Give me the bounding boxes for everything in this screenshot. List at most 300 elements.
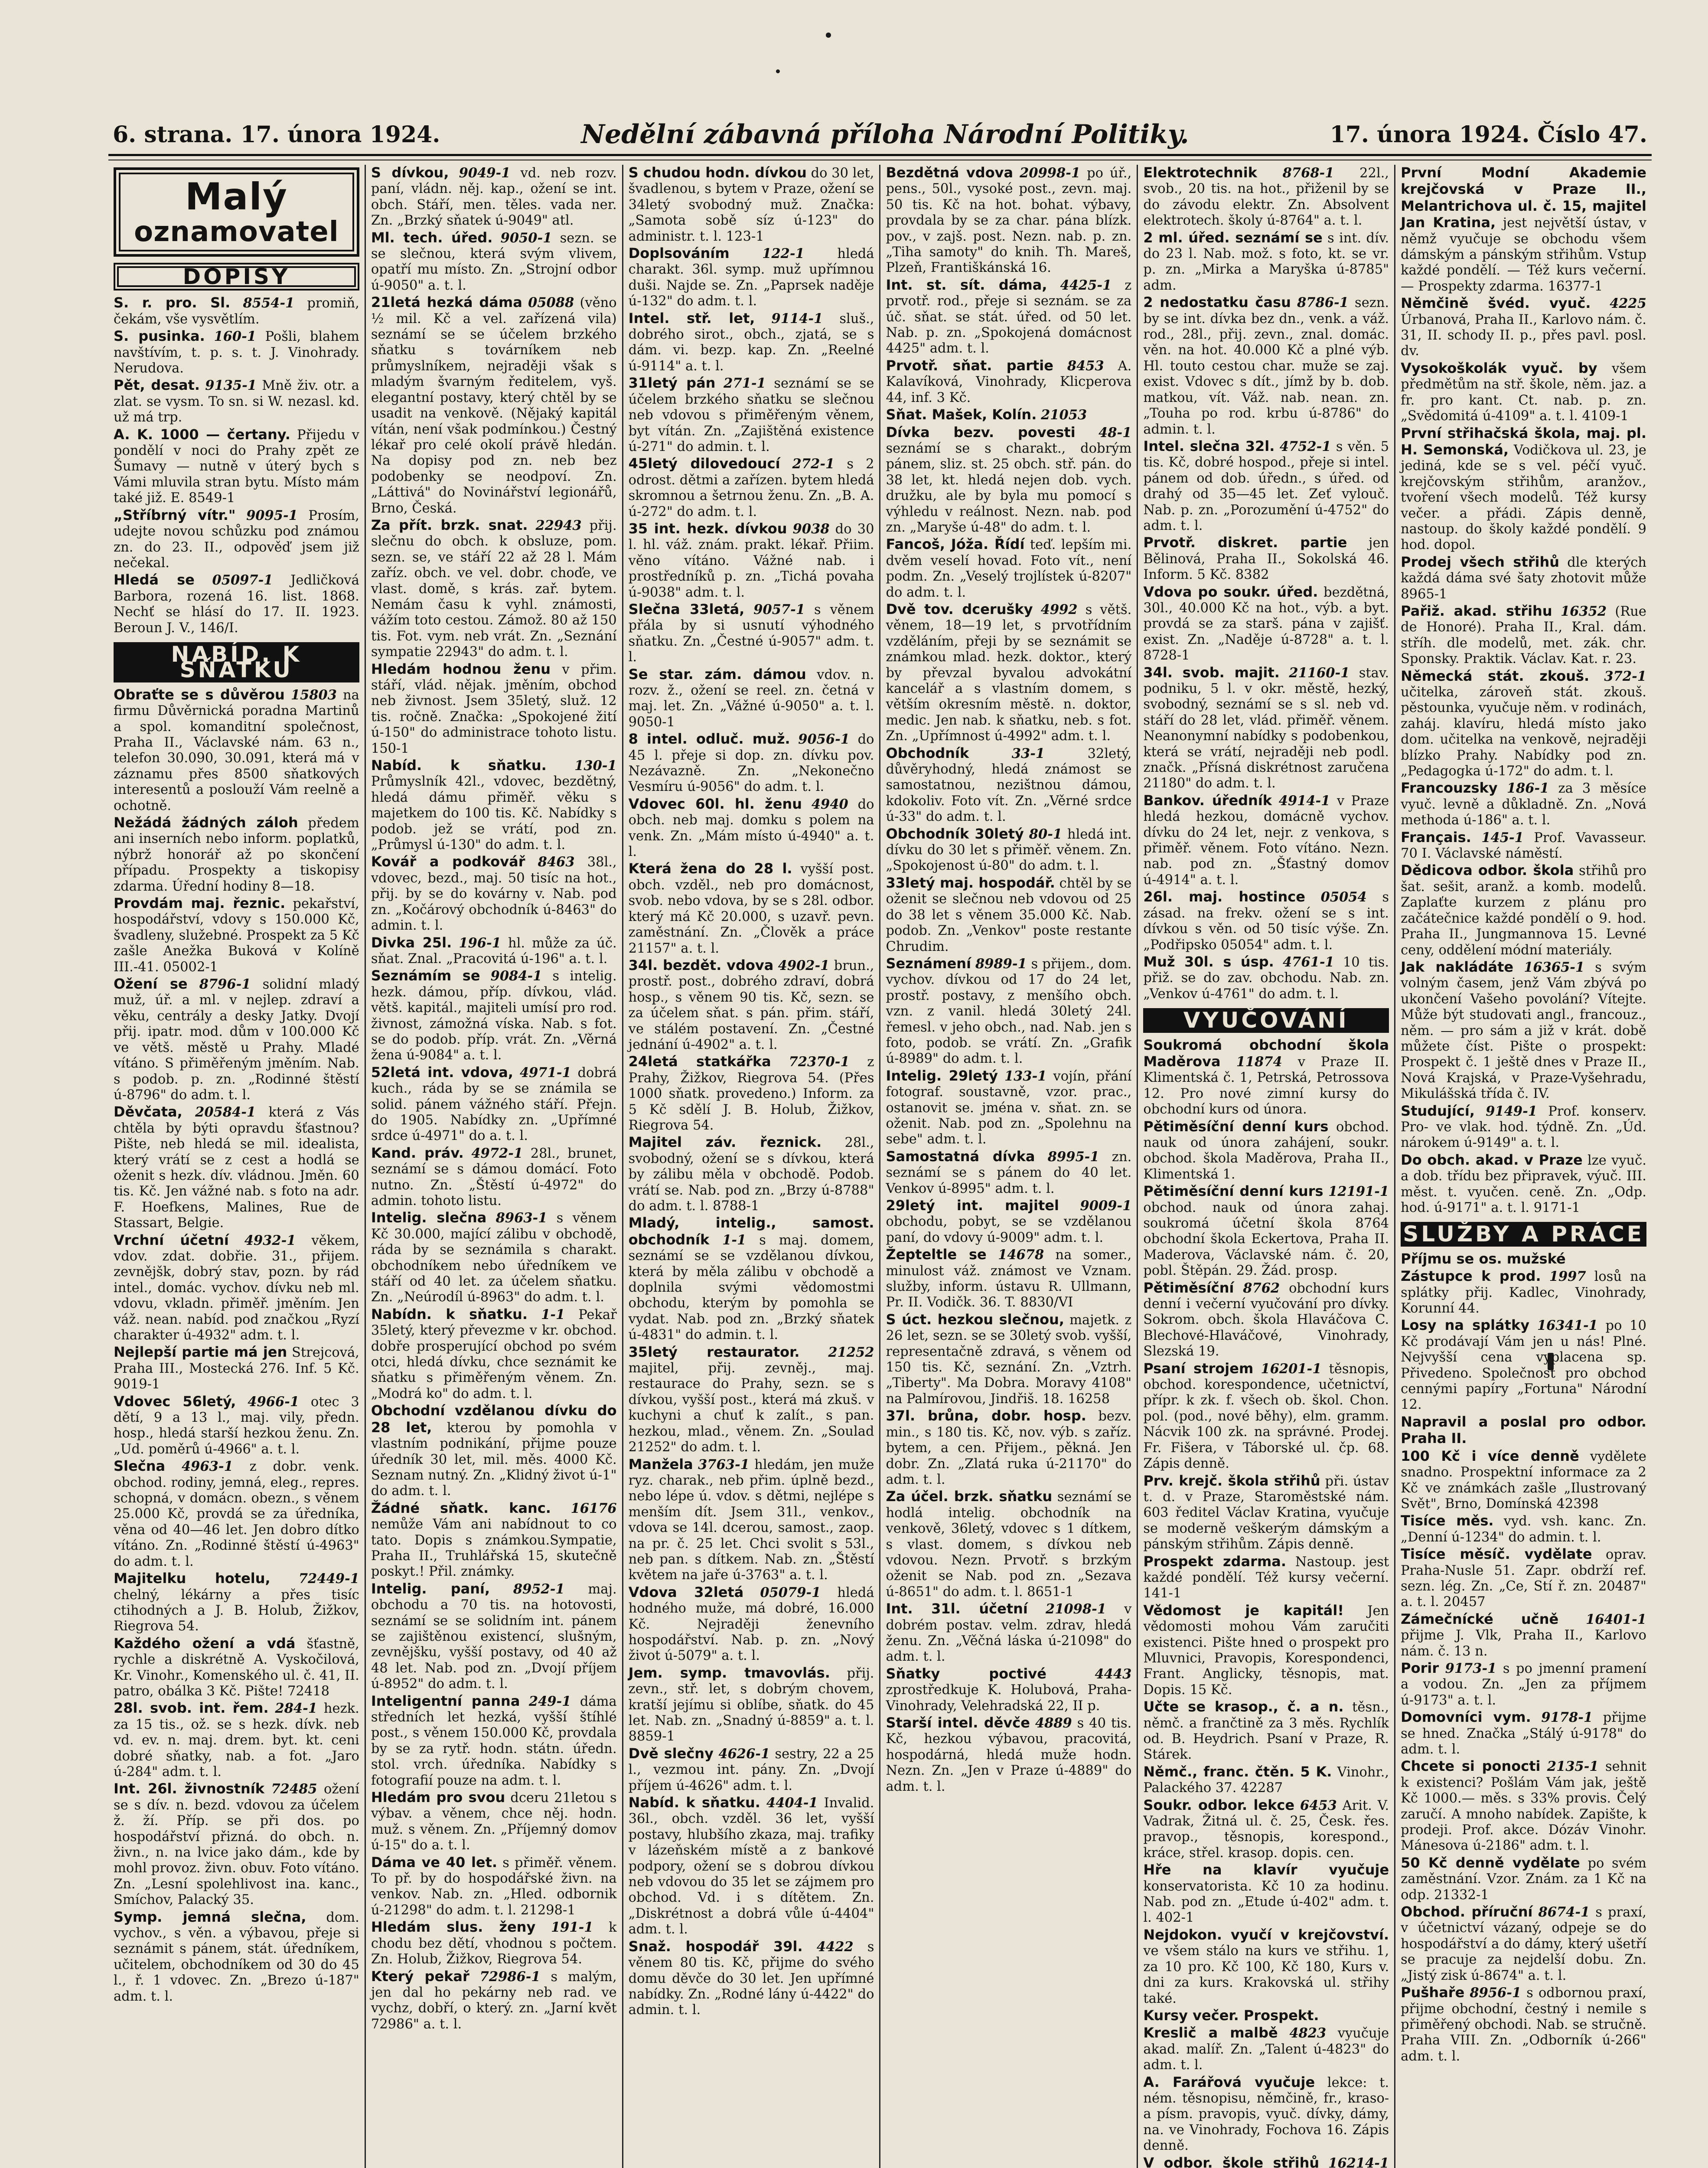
classified-ad [1401,1103,1646,1151]
classified-ad [1143,1473,1389,1553]
ad-code: 122-1 [762,246,805,262]
classified-ad [1401,1251,1646,1267]
classified-ad [114,1104,359,1231]
ad-heading: Pětiměsíční denní kurs [1143,1118,1329,1135]
classified-ad [886,601,1131,744]
classified-ad [886,1149,1131,1197]
ad-text: Vinohr., Palackého 37. 42287 [1143,1764,1389,1796]
ad-heading: Ožení se [114,976,188,993]
classified-ad [886,875,1131,955]
ad-heading: Žepteltle se [886,1246,987,1263]
ad-code: 05097-1 [212,572,273,588]
ad-text: předem ani inserních nebo inform. poplatků, nýbrž honorář až po skončení případu. Prospekty a tiskopisy zdarma. Úřední hodiny 8—18. [114,816,359,894]
classified-ad [629,796,874,860]
ad-text: v dobrém postav. velm. zdrav, hledá ženu. Zn. „Věčná láska ú-21098" do adm. t. l. [886,1602,1132,1665]
ad-text: s maj. domem, seznámí se se vzdělanou dívkou, která by měla zálibu v obchodě a doplnila svými vědomostmi obchodu, kterým by pomohla se vydat. Nab. pod zn. „Brzký sňatek ú-4831" do admin. t. l. [628,1232,874,1343]
ad-heading: Za účel. brzk. sňatku [886,1488,1053,1505]
ad-heading: Prospekt zdarma. [1143,1553,1287,1570]
ad-code: 9050-1 [500,230,552,246]
ad-heading: S chudou hodn. dívkou [628,165,807,181]
ad-text: obchodu, pobyt, se se vzdělanou paní, do vdovy ú-9009" adm. t. l. [886,1214,1132,1245]
classified-ad [371,968,617,1063]
ad-text: nemůže Vám ani nabídnout to co tato. Dopis s známkou.Sympatie, Praha II., Truhlářská 15, skutečně poskyt.! Přil. známky. [371,1517,617,1580]
ad-heading: Pět, desat. [114,377,200,394]
ad-text: vydělete snadno. Prospektní informace za 2 Kč ve známkách zašle „Ilustrovaný Svět", Brno, Domínská 42398 [1401,1449,1646,1512]
ad-heading: Vdovec 60l. hl. ženu [628,795,802,812]
ad-heading: Fancoš, Jóža. Řídí [886,536,1025,553]
ad-text: dom. vychov., s věn. a výbavou, přeje si seznámit s pánem, stát. úředníkem, učitelem, obchodníkem od 30 do 45 l., ř. 1 vdovec. Zn. „Brezo ú-187" adm. t. l. [114,1910,359,2004]
ad-text: přij. zevn., stř. let, s dobrým chovem, kratší jejímu si oblíbe, sňatk. do 45 let. Nab. zn. „Snadný ú-8859" a. t. l. 8859-1 [628,1665,874,1744]
ad-text: do 30 l. hl. váž. znám. prakt. lékař. Přiim. věno vítáno. Vážné nab. i prostředníků p. zn. „Tichá povaha ú-9038" adm. t. l. [628,521,874,600]
ad-heading: Intelig. 29letý [886,1067,998,1084]
classified-ad [886,407,1131,423]
classified-ad [629,601,874,666]
ad-text: teď. lepším mi. dvěm veselí hovad. Foto vít., není podm. Zn. „Veselý trojlístek ú-8207" do adm. t. l. [886,537,1132,600]
ad-heading: Intelig. paní, [371,1580,490,1597]
ad-text: Strejcová, Praha III., Mostecká 276. Inf. 5 Kč. 9019-1 [114,1345,359,1392]
classified-ad [1401,165,1646,294]
classified-ad [1401,829,1646,862]
header-date-left: 6. strana. 17. února 1924. [113,121,440,148]
ad-text: s věn. 5 tis. Kč, dobré hospod., přeje si intel. pánem od dob. úředn., s úřed. od drahý od 35—45 let. Zeť vylouč. Nab. p. zn. „Porozumění ú-4752" do adm. t. l. [1143,439,1389,533]
classified-ad [629,861,874,956]
ad-code: 16365-1 [1524,959,1585,975]
ad-text: 22l., svob., 20 tis. na hot., přiženil by se do závodu elektr. Zn. Absolvent elektrotech. školy ú-8764" a. t. l. [1143,166,1389,229]
ad-text: k chodu bez dětí, vhodnou s počtem. Zn. Holub, Žižkov, Riegrova 54. [371,1920,617,1967]
ad-heading: Provdám maj. řeznic. [114,895,286,912]
ad-heading: Děvčata, [114,1104,183,1120]
ad-code: 8762 [1243,1280,1280,1296]
classified-ad [114,427,359,506]
ad-code: 8796-1 [199,976,251,993]
section-masthead [114,167,359,257]
ad-text: seznámí se hodlá intelig. obchodník na venkově, 36letý, vdovec s 1 dítkem, s vlast. domem, s dívkou neb vdovou. Nezn. Prvotř. s brzkým oženit se Nab. pod zn. „Sezava ú-8651" do adm. t. l. 8651-1 [886,1489,1132,1600]
ad-text: s 40 tis. Kč, hezkou výbavou, pracovitá, hospodárná, hledá muže hodn. Nezn. Zn. „Jen v Praze ú-4889" do adm. t. l. [886,1716,1132,1794]
classified-ad [1401,1513,1646,1545]
ad-heading: Seznámím se [371,967,480,984]
ad-heading: Se star. zám. dámou [628,666,806,682]
classified-ad [1143,230,1389,294]
ad-heading: Soukromá obchodní škola Maděrova [1143,1036,1389,1070]
ad-code: 15803 [290,687,337,703]
ad-text: s zásad. na frekv. ožení se s int. dívkou s věn. od 50 tisíc výše. Zn. „Podřipsko 05054" adm. t. l. [1143,890,1389,953]
classified-ad [371,165,617,229]
classified-ad [371,1500,617,1580]
ad-code: 14678 [998,1247,1044,1263]
ad-code: 4914-1 [1278,793,1330,809]
classified-ad [371,854,617,934]
ad-heading: S dívkou, [371,165,449,181]
ad-text: Jedličková Barbora, rozená 16. list. 1868. Nechť se hlásí do 17. II. 1923. Beroun J. V., 146/I. [114,573,359,636]
ad-heading: Samostatná dívka [886,1148,1035,1165]
column-5 [1137,165,1394,2168]
masthead-line1: Malý [185,175,288,219]
ad-heading: Vdova po soukr. úřed. [1143,583,1318,600]
classified-ad [886,956,1131,1067]
classified-ad [371,935,617,967]
classified-ad [371,1919,617,1967]
ad-text: kterou by pomohla v vlastním podnikání, přijme pouze úředník 30 let, mil. měs. 4000 Kč. Seznam nutný. Zn. „Klidný život ú-1" do adm. t. l. [371,1420,617,1499]
ad-code: 284-1 [275,1701,318,1717]
classified-ad [886,1715,1131,1795]
classified-ad [629,1344,874,1456]
ad-heading: Vdova 32letá [628,1584,744,1600]
section-heading: VYUČOVÁNÍ [1143,1008,1389,1032]
classified-ad [629,521,874,601]
ad-heading: Divka 25l. [371,934,452,951]
classified-ad [629,1054,874,1133]
section-heading: DOPISY [114,263,359,291]
ad-code: 16214-1 [1328,2155,1389,2168]
ad-text: v Praze hledá hezkou, domácně vychov. dívku do 24 let, nejr. z venkova, s přiměř. věnem. Foto vítáno. Nezn. nab. pod zn. „Šťastný domov ú-4914" a. t. l. [1143,793,1389,888]
ad-text: Arit. V. Vadrak, Žitná ul. č. 25, Česk. řes. pravop., těsnopis, korespond., kráce, střel. krasop. dopis. cen. [1143,1798,1389,1861]
classified-ad [1143,165,1389,229]
classified-ad [886,1666,1131,1714]
ad-text: Prof. konserv. Pro- ve vlak. hod. týdně. Zn. „Úd. nárokem ú-9149" a. t. l. [1401,1104,1646,1151]
ad-code: 1-1 [541,1306,565,1322]
ad-heading: Bezdětná vdova [886,165,1014,181]
classified-ad [114,1232,359,1344]
ad-heading: 2 nedostatku času [1143,294,1291,311]
ad-code: 8989-1 [975,956,1027,972]
masthead-line2: oznamovatel [134,216,339,248]
ad-heading: Hledám slus. ženy [371,1919,536,1936]
classified-ad [1401,1448,1646,1512]
ad-code: 72449-1 [298,1571,359,1587]
classified-ad [886,1601,1131,1665]
classified-ad [1143,2155,1389,2168]
classified-ad [371,1306,617,1402]
ad-heading: Zástupce k prod. [1401,1268,1541,1285]
ad-code: 4404-1 [766,1795,818,1811]
ad-text: bezv. min., s 180 tis. Kč, nov. výb. s zaříz. bytem, a cen. Přijem., pěkná. Jen dobr. Zn. „Zlatá ruka ú-21170" do adm. t. l. [886,1409,1132,1487]
classified-ad [114,1781,359,1908]
ad-heading: Pařiž. akad. střihu [1401,602,1552,619]
classified-ad [371,1064,617,1144]
ad-code: 249-1 [528,1693,571,1709]
classified-ad [114,328,359,376]
ad-text: Prof. Vavasseur. 70 I. Václavské náměstí. [1401,830,1646,862]
ad-text: do 45 l. přeje si dop. zn. dívku pov. Nezávazně. Zn. „Nekonečno Vesmíru ú-9056" do adm. t. l. [628,732,874,795]
ad-text: majitel, přij. zevněj., maj. restaurace do Prahy, sezn. se s dívkou, vyšší post., která má zkuš. v kuchyni a chuť k zalít., s pan. hezkou, mlad., věnem. Zn. „Soulad 21252" do adm. t. l. [628,1361,874,1455]
ad-code: 196-1 [459,935,501,951]
ad-heading: 45letý dilovedoucí [628,455,780,472]
ad-text: 28l., brunet, seznámí se s dámou domácí. Foto nutno. Zn. „Štěstí ú-4972" do admin. tohoto listu. [371,1146,617,1208]
classified-ad [629,1134,874,1214]
ad-code: 4932-1 [244,1232,296,1248]
ad-code: 11874 [1236,1054,1282,1070]
ad-code: 22943 [535,517,582,533]
ad-text: s po jmenní pramení a vodou. Zn. „Jen za příjmem ú-9173" a. t. l. [1401,1661,1646,1708]
classified-ad [114,1909,359,2005]
classified-ad [371,294,617,516]
ad-heading: Psaní strojem [1143,1360,1254,1377]
ad-code: 9038 [792,521,830,537]
ad-code: 72370-1 [789,1054,850,1070]
ad-text: z Prahy, Žižkov, Riegrova 54. (Přes 1000 sňatk. provedeno.) Inform. za 5 Kč sdělí J. B. Holub, Žižkov, Riegrova 54. [628,1055,874,1133]
ad-text: po 10 Kč prodávají Vám jen u nás! Plné. Nejvyšší cena vyplacena sp. Přivedeno. Společnost pro obchod cennými papíry „Fortuna" Národní 12. [1401,1318,1646,1413]
ad-text: konservatorista. Kč 10 za hodinu. Nab. pod zn. „Etude ú-402" adm. t. l. 402-1 [1143,1878,1389,1926]
ad-text: s přijem., dom. vychov. dívkou od 17 do 24 let, prostř. postavy, z menšího obch. vzn. z vanil. hledá 30letý 24l. řemesl. v jeho obch., nad. Nab. jen s foto, podob. se vrátí. Zn. „Grafik ú-8989" do adm. t. l. [886,956,1132,1067]
header-date-right: 17. února 1924. Číslo 47. [1330,121,1647,148]
ad-heading: Inteligentní panna [371,1692,520,1709]
ad-code: 4971-1 [519,1064,571,1081]
ad-text: do obch. neb maj. domku s polem na venk. Zn. „Mám místo ú-4940" a. t. l. [628,797,874,860]
ad-code: 9149-1 [1486,1103,1538,1119]
ad-text: jen Bělinová, Praha II., Sokolská 46. Inform. 5 Kč. 8382 [1143,535,1389,583]
classified-ad [1143,1361,1389,1472]
ad-text: šťastně, rychle a diskrétně A. Vyskočilová, Kr. Vinohr., Komenského ul. č. 41, II. patro, obálka 3 Kč. Pište! 72418 [114,1636,359,1699]
classified-ad [886,1408,1131,1488]
ad-code: 186-1 [1506,780,1549,797]
ad-code: 05079-1 [760,1584,821,1600]
ad-heading: Nejlepší partie má jen [114,1344,287,1361]
ad-heading: Nabíd. k sňatku. [371,757,547,774]
ad-heading: Nabíd. k sňatku. [628,1794,760,1811]
classified-ad [1401,780,1646,828]
ad-heading: Jem. symp. tmavovlás. [628,1664,830,1681]
classified-ad [1143,1603,1389,1698]
ad-heading: Int. st. sít. dáma, [886,276,1047,293]
ad-text: s přiměř. věnem. To př. by do hospodářské živn. na venkov. Nab. zn. „Hled. odbornik ú-21298" do adm. t. l. 21298-1 [371,1855,617,1918]
ad-code: 8674-1 [1538,1904,1590,1920]
classified-ad [1401,1709,1646,1757]
ad-text: brun., prostř. post., dobrého zdraví, dobrá hosp., s věnem 90 tis. Kč, sezn. se za účelem sňat. s pán. přim. stáří, ve stálém postavení. Zn. „Čestné jednání ú-4902" a. t. l. [628,958,874,1052]
ad-heading: Hledám pro svou [371,1789,505,1806]
classified-ad [886,745,1131,825]
classified-ad [1143,535,1389,583]
ad-text: přijme J. Vlk, Praha II., Karlovo nám. č. 13 n. [1401,1628,1646,1659]
ad-code: 133-1 [1004,1068,1047,1084]
ad-text: dobrá kuch., ráda by se se známila se solid. pánem vážného stáří. Přejn. do 1905. Nabídky zn. „Upřímné srdce ú-4971" do a. t. l. [371,1065,617,1144]
ad-text: Průmyslník 42l., vdovec, bezdětný, hledá dámu přiměř. věku s majetkem do 100 tis. Kč. Nabídky s podob. jež se vrátí, pod zn. „Průmysl ú-130" do adm. t. l. [371,774,617,853]
classified-ad [1143,584,1389,664]
classified-ad [371,1145,617,1209]
ad-code: 48-1 [1098,424,1132,441]
classified-ad [114,1636,359,1700]
classified-ad [1143,294,1389,438]
classified-ad [1401,668,1646,780]
ad-heading: Manžela [628,1456,693,1473]
ad-text: dáma středních let hezká, vyšší štíhlé post., s věnem 150.000 Kč, provdala by se za rytř. hodn. státn. úředn. stol. vrch. úředníka. Nabídky s fotografií pouze na adm. t. l. [371,1694,617,1788]
ad-text: Prosím, udejte novou schůzku pod známou zn. do 23. II., odpověď jsem již nečekal. [114,508,359,571]
classified-ad [629,1456,874,1584]
ad-code: 191-1 [551,1920,593,1936]
classified-ad [1143,1280,1389,1360]
classified-ad [629,375,874,455]
ad-text: sezn. se se slečnou, která svým vlivem, opatří mu místo. Zn. „Strojní odbor ú-9050" a. t. l. [371,230,617,293]
ad-text: hl. může za úč. sňat. Znal. „Pracovitá ú-196" a. t. l. [371,935,617,966]
ad-heading: Dvě slečny [628,1745,714,1762]
ad-heading: Nejdokon. vyučí v krejčovství. [1143,1926,1389,1943]
ad-text: s intelig. hezk. dámou, příp. dívkou, vlád. větš. kapitál., majiteli umísí pro rod. živnost, zámožná víska. Nab. s fot. se do podob. příp. vrát. Zn. „Věrná žena ú-9084" a. t. l. [371,969,617,1063]
ad-heading: První střihačská škola, maj. pl. H. Semonská, [1401,424,1646,458]
ad-text: po svém zaměstnání. Vzor. Znám. za 1 Kč na odp. 21332-1 [1401,1855,1646,1903]
ad-text: s praxí, v účetnictví vázaný, odpeje se do hospodářství a do dámy, který ušetří se pracuje za nejdelší dobu. Zn. „Jistý zisk ú-8674" a. t. l. [1401,1905,1646,1983]
classified-ad [1401,1268,1646,1316]
ad-code: 4992 [1040,601,1078,617]
ad-text: Úrbanová, Praha II., Karlovo nám. č. 31, II. schody II. p., přes pavl. posl. dv. [1401,312,1646,359]
classified-ad [371,517,617,660]
ad-text: z dobr. venk. obchod. rodiny, jemná, eleg., repres. schopná, v domácn. obezn., s věnem 25.000 Kč, provdá se za úředníka, věna od 40—46 let. Jen dobro dítko vítáno. Zn. „Rodinné štěstí ú-4963" do adm. t. l. [114,1459,359,1569]
ad-code: 16401-1 [1585,1611,1646,1627]
ad-heading: 50 Kč denně vydělate [1401,1854,1580,1871]
ad-text: z prvotř. rod., přeje si seznám. se za úč. sňat. se stát. úřed. od 50 let. Nab. p. zn. „Spokojená domácnost 4425" adm. t. l. [886,278,1132,356]
ad-text: dle kterých každá dáma své šaty zhotovit může 8965-1 [1401,555,1646,602]
classified-ad [629,1584,874,1664]
ad-heading: Vysokoškolák vyuč. by [1401,359,1597,376]
ad-heading: 34l. svob. majit. [1143,664,1280,681]
ad-text: v přim. stáří, vlád. nějak. jměním, obchod neb živnost. Jsem 35letý, služ. 12 tis. ročně. Značka: „Spokojené žití ú-150" do administrace tohoto listu. 150-1 [371,662,617,756]
ad-heading: Pětiměsíční [1143,1279,1234,1296]
classified-ad [629,310,874,375]
classified-ad [629,957,874,1053]
ad-text: (věno ½ mil. Kč a vel. zařízená vila) seznámí se se účelem brzkého sňatku s továrníkem neb průmyslníkem, nejraději však s mladým švarným ředitelem, vyš. elegantní postavy, který chtěl by se usadit na venkově. (Nějaký kapitál vítán, není však podmínkou.) Čestný lékař pro celé okolí právě hledán. Na dopisy pod zn. neb bez podobenky se neodpoví. Zn. „Láttivá" do Novinářství legionářů, Brno, Česká. [371,295,617,516]
ad-code: 9009-1 [1080,1198,1132,1214]
ad-text: 28l., svobodný, ožení se s dívkou, která by zálibu měla v obchodě. Podob. vrátí se. Nab. pod zn. „Brzy ú-8788" do adm. t. l. 8788-1 [628,1135,874,1214]
ad-code: 130-1 [574,758,617,774]
ad-heading: Pětiměsíční denní kurs [1143,1183,1323,1200]
ad-text: Nastoup. jest každé pondělí. Též kursy večerní. 141-1 [1143,1554,1389,1601]
ad-code: 21160-1 [1289,665,1350,681]
classified-ad [886,165,1131,276]
ad-code: 8463 [538,854,575,870]
ad-heading: Muž 30l. s úsp. [1143,953,1274,970]
ad-heading: A. Farářová vyučuje [1143,2073,1315,2090]
ad-heading: Majitelku hotelu, [114,1570,271,1587]
classified-ad [1143,1699,1389,1763]
ad-text: těsn., němč. a frančtině za 3 měs. Rychlík od. B. Heydrich. Psaní v Praze, R. Stárek. [1143,1700,1389,1763]
classified-ad [629,731,874,795]
ad-text: přij. slečnu do obch. k obsluze, pom. sezn. se, ve stáří 22 až 28 l. Mám zaříz. obch. ve vel. dobr. choďe, ve vlast. domě, s krás. zař. bytem. Nemám času k vyhl. známosti, vážím toto cestou. Zámož. 80 až 150 tis. Fot. vym. neb vrát. Zn. „Seznání sympatie 22943" do adm. t. l. [371,518,617,660]
classified-ad [114,1458,359,1570]
classified-ad [1401,1317,1646,1413]
ad-heading: 29letý int. majitel [886,1197,1059,1214]
ad-heading: Doplsováním [628,245,730,262]
ad-heading: „Stříbrný vítr." [114,506,236,523]
ad-heading: Intel. slečna 32l. [1143,438,1275,454]
ad-text: hledá int. dívku do 30 let s přiměř. věnem. Zn. „Spokojenost ú-80" do adm. t. l. [886,826,1132,874]
classified-ad [629,1939,874,2018]
ad-code: 4972-1 [471,1145,523,1161]
ad-code: 271-1 [724,375,766,392]
classified-ad [1143,1037,1389,1118]
ad-code: 80-1 [1029,826,1063,842]
ad-heading: Slečna [114,1458,166,1475]
ad-text: věkem, vdov. zdat. dobřie. 31., přijem. zevnějšk, dobrý stav, pozn. by rád intel., domác. vychov. dívku neb ml. vdovu, vkladn. přiměř. jměním. Jen váž. nean. nabíd. pod značkou „Ryzí charakter ú-4932" adm. t. l. [114,1233,359,1343]
ad-text: která z Vás chtěla by býti opravdu šťastnou? Pište, neb hledá se mil. idealista, který vrátí se z cest a hodlá se oženit s hezk. dív. vládnou. Jměn. 60 tis. Kč. Jen vážné nab. s foto na adr. F. Hoefkens, Malines, Rue de Stassart, Belgie. [114,1105,359,1231]
ad-heading: Studující, [1401,1102,1475,1119]
classified-ad [1401,1660,1646,1708]
ad-heading: Který pekař [371,1968,469,1985]
ad-heading: 26l. maj. hostince [1143,888,1305,905]
ad-text: Vodičkova ul. 23, je jediná, kde se s vel. péčí vyuč. krejčovským střihům, aranžov., tvoření všech modelů. Též kursy večer. a přádi. Zápis denně, nastoup. do školy každé pondělí. 9 hod. dopol. [1401,442,1646,553]
ad-text: (Rue de Honoré). Praha II., Kral. dám. stříh. dle modelů, met. zák. chr. Sponsky. Praktik. Václav. Kat. r. 23. [1401,604,1646,667]
ad-text: s věnem 80 tis. Kč, přijme do svého domu děvče do 30 let. Jen upřímné nabídky. Zn. „Rodné lány ú-4422" do admin. t. l. [628,1939,874,2018]
ad-text: učitelka, zároveň stát. zkouš. pěstounka, vyučuje něm. v rodinách, zaháj. klavíru, hledá místo jako dom. učitelka na venkově, nejraději blízko Prahy. Nabídky pod zn. „Pedagogka ú-172" do adm. t. l. [1401,685,1646,779]
ad-heading: Starší intel. děvče [886,1714,1030,1731]
ad-text: vyučuje akad. malíř. Zn. „Talent ú-4823" do adm. t. l. [1143,2026,1389,2073]
ad-heading: 100 Kč i více denně [1401,1447,1579,1464]
ad-code: 4752-1 [1279,438,1331,454]
ad-text: na firmu Důvěrnická poradna Martinů a spol. komanditní společnost, Praha II., Václavské nám. 63 n., telefon 30.090, 30.091, která má v záznamu přes 8500 sňatkových interesentů a poslouží Vám reelně a ochotně. [114,687,359,813]
classified-ad [1143,889,1389,953]
ad-text: vd. neb rozv. paní, vládn. něj. kap., ožení se int. obch. Stáří, men. těles. vada ner. Zn. „Brzký sňatek ú-9049" atl. [371,166,617,229]
classified-ad [1401,1152,1646,1216]
classified-ad [114,572,359,636]
classified-ad [371,1581,617,1692]
ad-text: majetk. z 26 let, sezn. se se 30letý svob. vyšší, representačně zdravá, s věnem od 150 tis. Kč, seznání. Zn. „Vztrh. „Tiberty". Ma Dobra. Moravy 4108" na Palmírovou, Jindřiš. 18. 16258 [886,1312,1132,1407]
classified-ad [1143,1927,1389,2007]
ad-text: lekce: t. ném. těsnopisu, němčině, fr., kraso- a písm. pravopis, vyuč. dívky, dámy, na. ve Vinohrady, Fochova 16. Zápis denně. [1143,2075,1389,2154]
ad-heading: Obraťte se s důvěrou [114,686,285,703]
ad-text: solidní mladý muž, úř. a ml. v nejlep. zdraví a věku, centrály a desky Jatky. Dvojí přij. ipatr. mod. dům v 100.000 Kč ve větš. městě u Prahy. Mladé vítáno. S přiměřeným jměním. Nab. s podob. p. zn. „Rodinné štěstí ú-8796" do adm. t. l. [114,977,359,1103]
ad-code: 16176 [570,1500,617,1516]
ad-code: 33-1 [1011,745,1045,761]
classified-ad [1143,1554,1389,1602]
ad-code: 372-1 [1604,668,1646,684]
ad-heading: Chcete si ponocti [1401,1758,1541,1775]
classified-ad [1401,1414,1646,1447]
ad-heading: Domovníci vym. [1401,1709,1531,1726]
ad-heading: Kand. práv. [371,1144,464,1161]
ad-text: všem předmětům na stř. škole, něm. jaz. a fr. pro kant. Ct. nab. p. zn. „Svědomitá ú-4109" a. t. l. 4109-1 [1401,361,1646,424]
classified-ad [371,1855,617,1919]
ad-code: 4422 [816,1939,854,1955]
ad-heading: Obchodník [886,744,969,761]
ad-text: hledá hodného muže, má dobré, 16.000 Kč. Nejraději ženevního hospodářství. Nab. p. zn. „Nový život ú-5079" a. t. l. [628,1585,874,1664]
ad-heading: Německá stát. zkouš. [1401,667,1590,684]
ad-heading: Kreslič a malbě [1143,2024,1278,2041]
ad-code: 16201-1 [1261,1361,1322,1377]
ad-heading: 2 ml. úřed. seznámí se [1143,229,1323,246]
classified-ad [1143,1862,1389,1926]
ad-heading: V odbor. škole střihů [1143,2154,1320,2168]
ad-heading: Dědicova odbor. škola [1401,862,1574,879]
column-1 [108,165,365,2168]
classified-ad [114,295,359,327]
ad-heading: S úct. hezkou slečnou, [886,1311,1065,1328]
ad-code: 9056-1 [798,731,850,748]
ad-heading: První Modní Akademie krejčovská v Praze II., Melantrichova ul. č. 15, majitel Jan Kratina, [1401,165,1646,231]
ad-text: vyd. vsh. kanc. Zn. „Denní ú-1234" do admin. t. l. [1401,1514,1646,1545]
ad-code: 9057-1 [753,601,805,617]
ad-text: 10 tis. přiž. se do zav. obchodu. Nab. zn. „Venkov ú-4761" do adm. t. l. [1143,954,1389,1002]
ad-code: 9173-1 [1445,1660,1497,1676]
ad-text: střihů pro šat. sešit, aranž. a komb. modelů. Zaplaťte kurzem z plánu pro začátečnice každé pondělí o 9. hod. Praha II., Jungmannova 15. Levné ceny, oddělení módní materiály. [1401,863,1646,958]
ad-text: zn. seznámí se s pánem do 40 let. Venkov ú-8995" adm. t. l. [886,1149,1132,1196]
ad-heading: Do obch. akad. v Praze [1401,1151,1583,1168]
ad-heading: Vědomost je kapitál! [1143,1602,1344,1619]
ad-text: Přijedu v pondělí v noci do Prahy zpět ze Šumavy — nutně v úterý bych s Vámi mluvila stran bytu. Místo mám také již. E. 8549-1 [114,427,359,506]
ad-heading: Nežádá žádných záloh [114,814,298,831]
classified-ad [114,1394,359,1458]
ad-code: 1997 [1549,1269,1586,1285]
ad-code: 8786-1 [1297,295,1349,311]
ad-code: 16341-1 [1537,1318,1598,1334]
ad-text: pekařství, hospodářství, vdovy s 150.000 Kč, švadleny, služebné. Prospekt za 5 Kč zašle Anežka Buková v Kolíně III.-41. 05002-1 [114,896,359,975]
classified-ad [114,687,359,814]
ad-heading: Sňatky poctivé [886,1665,1046,1682]
ad-code: 9084-1 [490,968,542,984]
ad-code: 8995-1 [1047,1149,1099,1165]
ad-heading: Za přít. brzk. snat. [371,516,528,533]
classified-ad [1143,793,1389,888]
ad-heading: Bankov. úředník [1143,792,1272,809]
ad-text: otec 3 dětí, 9 a 13 l., maj. vily, předn. hosp., hledá starší hezkou ženu. Zn. „Ud. poměrů ú-4966" a. t. l. [114,1394,359,1457]
supplement-title: Nedělní zábavná příloha Národní Politiky. [581,119,1189,150]
ad-heading: Intelig. slečna [371,1209,487,1226]
